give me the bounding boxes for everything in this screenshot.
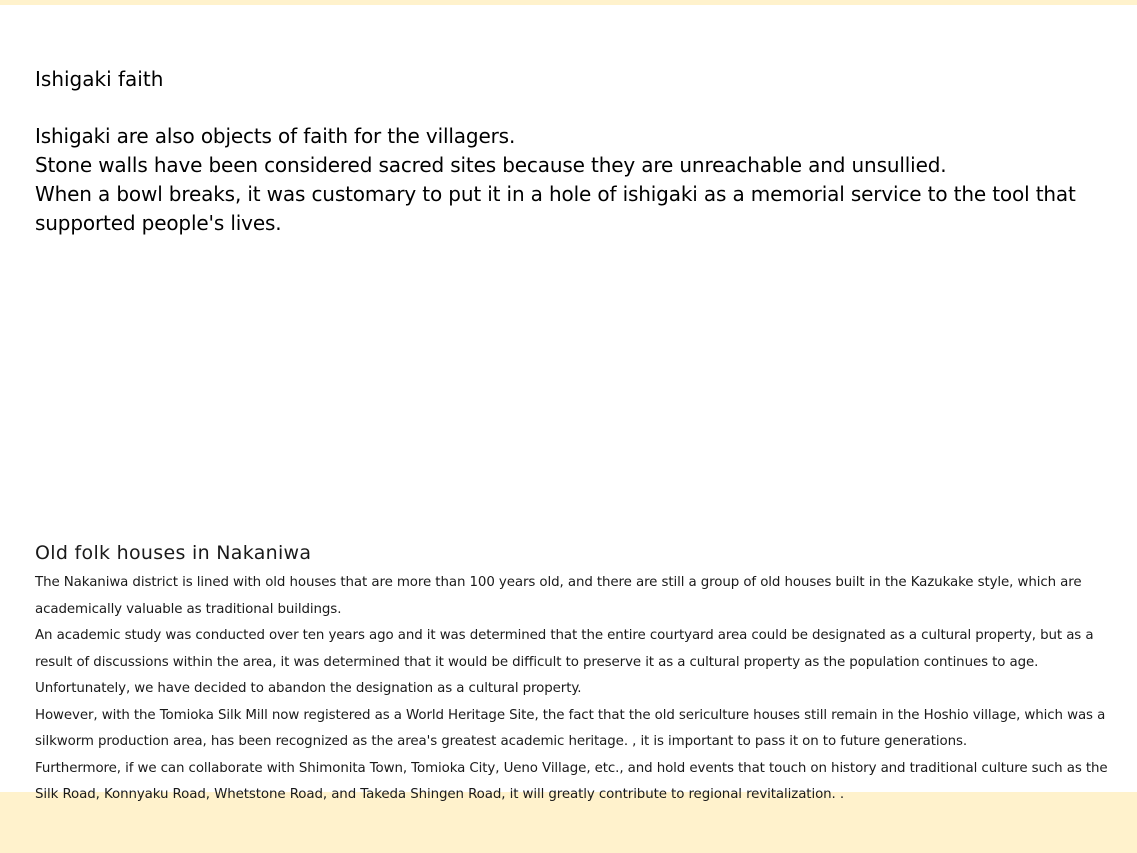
- faith-paragraph: When a bowl breaks, it was customary to put it in a hole of ishigaki as a memorial service to the tool that supported people's lives.: [35, 182, 1076, 235]
- ishigaki-faith-section: [35, 64, 1115, 238]
- old-folk-houses-section: [35, 538, 1130, 809]
- houses-title: Old folk houses in Nakaniwa: [35, 542, 312, 564]
- houses-paragraph: The Nakaniwa district is lined with old houses that are more than 100 years old, and there are still a group of old houses built in the Kazukake style, which are academically valuable as traditional buildings.: [35, 575, 1082, 617]
- top-decorative-band: [0, 0, 1137, 5]
- faith-title: Ishigaki faith: [35, 67, 164, 91]
- faith-paragraph: Ishigaki are also objects of faith for the villagers.: [35, 124, 516, 148]
- houses-paragraph: However, with the Tomioka Silk Mill now registered as a World Heritage Site, the fact that the old sericulture houses still remain in the Hoshio village, which was a silkworm production area, has been recognized as the area's greatest academic heritage. , it is important to pass it on to future generations.: [35, 707, 1106, 749]
- houses-paragraph: An academic study was conducted over ten years ago and it was determined that the entire courtyard area could be designated as a cultural property, but as a result of discussions within the area, it was determined that it would be difficult to preserve it as a cultural property as the population continues to age. Unfortunately, we have decided to abandon the designation as a cultural property.: [35, 628, 1094, 696]
- faith-paragraph: Stone walls have been considered sacred sites because they are unreachable and unsullied.: [35, 153, 947, 177]
- houses-paragraph: Furthermore, if we can collaborate with Shimonita Town, Tomioka City, Ueno Village, etc., and hold events that touch on history and traditional culture such as the Silk Road, Konnyaku Road, Whetstone Road, and Takeda Shingen Road, it will greatly contribute to regional revitalization. .: [35, 760, 1108, 802]
